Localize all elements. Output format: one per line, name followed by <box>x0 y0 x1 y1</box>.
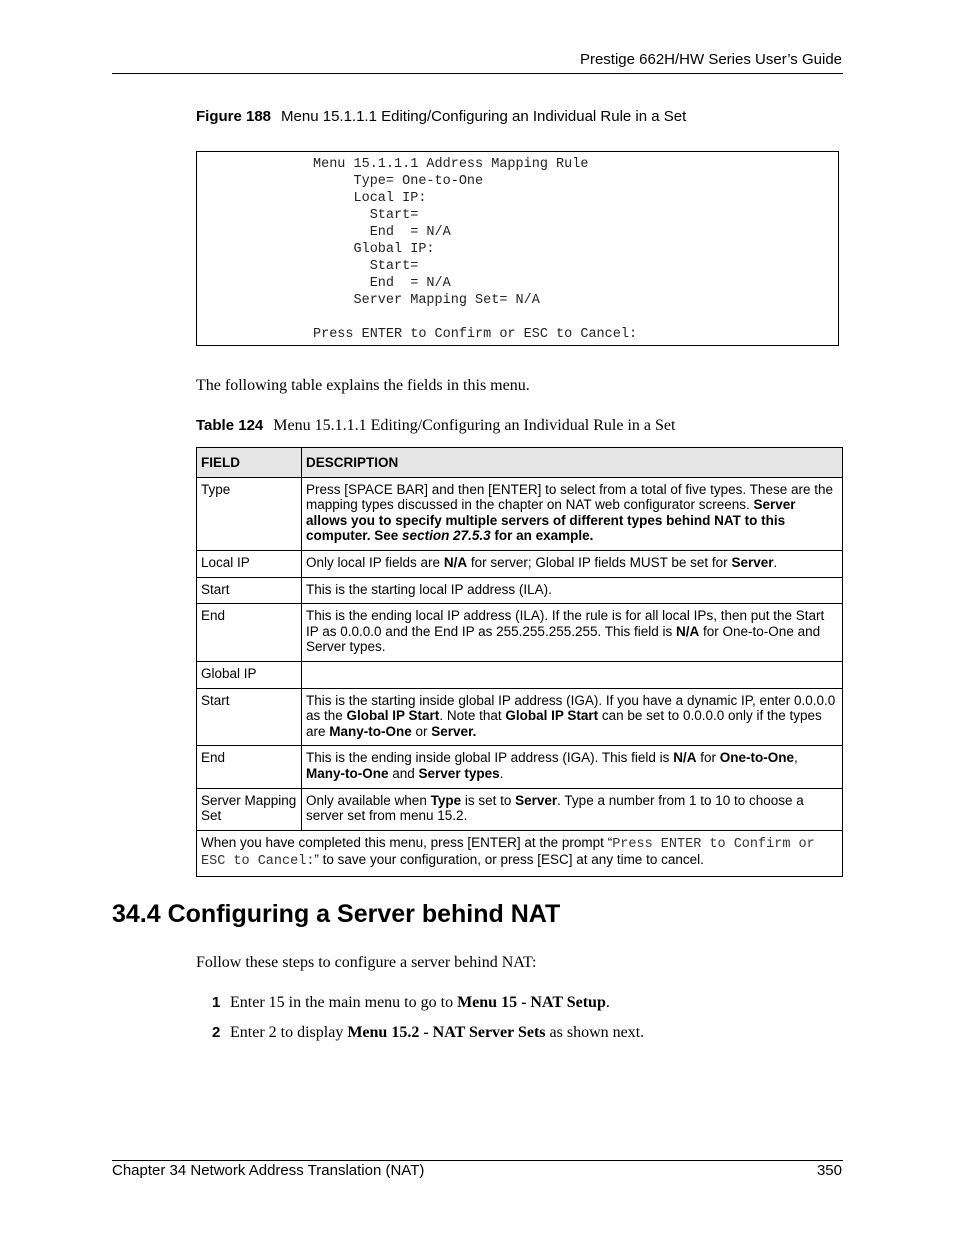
fields-table <box>196 447 843 877</box>
desc-text: . <box>773 554 778 570</box>
footer-page-number: 350 <box>816 1162 842 1179</box>
table-header-row <box>197 448 843 478</box>
terminal-line: End = N/A <box>313 276 451 291</box>
header-rule <box>112 73 843 74</box>
desc-bold: Server <box>731 554 774 570</box>
description-cell <box>302 550 843 577</box>
desc-bold: Server. <box>431 723 477 739</box>
step-item <box>212 994 610 1012</box>
description-cell <box>302 477 843 550</box>
desc-bold: Global IP Start <box>346 708 440 724</box>
step-text: . <box>605 994 610 1011</box>
desc-bold: Server allows you to specify multiple servers of different types behind NAT to this computer. See <box>306 497 796 544</box>
table-row <box>197 788 843 830</box>
header-description: DESCRIPTION <box>302 448 843 478</box>
figure-title: Menu 15.1.1.1 Editing/Configuring an Individual Rule in a Set <box>281 108 687 125</box>
terminal-line: Menu 15.1.1.1 Address Mapping Rule <box>313 157 589 172</box>
terminal-line: End = N/A <box>313 225 451 240</box>
desc-text: . <box>499 765 504 781</box>
desc-text: is set to <box>461 792 516 808</box>
field-cell: Server Mapping Set <box>197 788 302 830</box>
desc-bold: One-to-One <box>719 750 794 766</box>
table-row <box>197 604 843 662</box>
desc-bold: Many-to-One <box>306 765 389 781</box>
table-row <box>197 746 843 788</box>
table-caption <box>196 417 675 435</box>
desc-bold: for an example. <box>490 528 594 544</box>
description-cell <box>302 661 843 688</box>
desc-bold: N/A <box>673 750 697 766</box>
footer-chapter: Chapter 34 Network Address Translation (NAT) <box>112 1162 425 1179</box>
table-footer-row <box>197 830 843 876</box>
desc-bold: Server types <box>418 765 500 781</box>
table-footer-cell <box>197 830 843 876</box>
desc-text: for <box>696 750 720 766</box>
step-item <box>212 1024 644 1042</box>
field-cell: Start <box>197 688 302 746</box>
steps-intro: Follow these steps to configure a server behind NAT: <box>196 954 537 971</box>
desc-text: Press [SPACE BAR] and then [ENTER] to select from a total of five types. These are the mapping types discussed in the chapter on NAT web configurator screens. <box>306 481 833 513</box>
field-cell: End <box>197 604 302 662</box>
step-text: Enter 15 in the main menu to go to <box>230 994 458 1011</box>
field-cell: Start <box>197 577 302 604</box>
table-row <box>197 577 843 604</box>
table-label: Table 124 <box>196 417 264 434</box>
desc-text: . Type a number from 1 to 10 to choose a server set from menu 15.2. <box>306 792 804 824</box>
desc-text: or <box>411 723 432 739</box>
section-heading: 34.4 Configuring a Server behind NAT <box>112 900 561 928</box>
figure-label: Figure 188 <box>196 108 272 125</box>
desc-text: . Note that <box>439 708 506 724</box>
desc-bold: N/A <box>676 623 700 639</box>
desc-text: for One-to-One and Server types. <box>306 623 821 655</box>
description-cell <box>302 788 843 830</box>
desc-text: , <box>793 750 798 766</box>
header-field: FIELD <box>197 448 302 478</box>
figure-caption <box>196 108 686 125</box>
table-row <box>197 688 843 746</box>
terminal-line: Press ENTER to Confirm or ESC to Cancel: <box>313 327 638 342</box>
terminal-line: Global IP: <box>313 242 435 257</box>
terminal-line: Local IP: <box>313 191 427 206</box>
footer-mono-prompt: Press ENTER to Confirm or ESC to Cancel: <box>201 836 815 870</box>
running-header-title: Prestige 662H/HW Series User’s Guide <box>579 51 842 68</box>
desc-text: can be set to 0.0.0.0 only if the types are <box>306 708 822 739</box>
desc-bold: Server <box>515 792 558 808</box>
step-number: 2 <box>212 1024 221 1041</box>
terminal-line: Start= <box>313 208 419 223</box>
desc-text: This is the starting inside global IP address (IGA). If you have a dynamic IP, enter 0.0.0.0 as the <box>306 692 836 724</box>
step-text: as shown next. <box>545 1024 645 1041</box>
field-cell: End <box>197 746 302 788</box>
desc-bold-italic: section 27.5.3 <box>402 528 491 544</box>
table-row <box>197 477 843 550</box>
terminal-screen <box>196 151 839 346</box>
step-bold: Menu 15.2 - NAT Server Sets <box>347 1024 546 1041</box>
footer-text: When you have completed this menu, press [ENTER] at the prompt “ <box>201 834 613 850</box>
desc-text: and <box>388 765 419 781</box>
field-cell: Global IP <box>197 661 302 688</box>
footer-rule <box>112 1160 843 1161</box>
field-cell: Type <box>197 477 302 550</box>
description-cell <box>302 688 843 746</box>
step-bold: Menu 15 - NAT Setup <box>457 994 606 1011</box>
desc-text: This is the ending local IP address (ILA). If the rule is for all local IPs, then put the Start IP as 0.0.0.0 and the End IP as 255.255.255.255. This field is <box>306 608 825 639</box>
terminal-line: Server Mapping Set= N/A <box>313 293 540 308</box>
desc-bold: N/A <box>443 554 468 570</box>
table-title: Menu 15.1.1.1 Editing/Configuring an Individual Rule in a Set <box>273 417 676 434</box>
step-text: Enter 2 to display <box>230 1024 348 1041</box>
description-cell: This is the starting local IP address (ILA). <box>302 577 843 604</box>
field-cell: Local IP <box>197 550 302 577</box>
desc-bold: Many-to-One <box>329 723 412 739</box>
desc-bold: Type <box>430 792 462 808</box>
table-row <box>197 661 843 688</box>
desc-text: This is the ending inside global IP address (IGA). This field is <box>306 750 674 766</box>
desc-text: Only available when <box>306 792 431 808</box>
terminal-line: Type= One-to-One <box>313 174 484 189</box>
description-cell <box>302 604 843 662</box>
terminal-line: Start= <box>313 259 419 274</box>
desc-text: for server; Global IP fields MUST be set for <box>467 554 732 570</box>
intro-paragraph: The following table explains the fields in this menu. <box>196 377 530 394</box>
desc-text: Only local IP fields are <box>306 554 444 570</box>
step-number: 1 <box>212 994 221 1011</box>
description-cell <box>302 746 843 788</box>
footer-text: ” to save your configuration, or press [ESC] at any time to cancel. <box>314 852 704 868</box>
desc-bold: Global IP Start <box>505 708 599 724</box>
table-row <box>197 550 843 577</box>
